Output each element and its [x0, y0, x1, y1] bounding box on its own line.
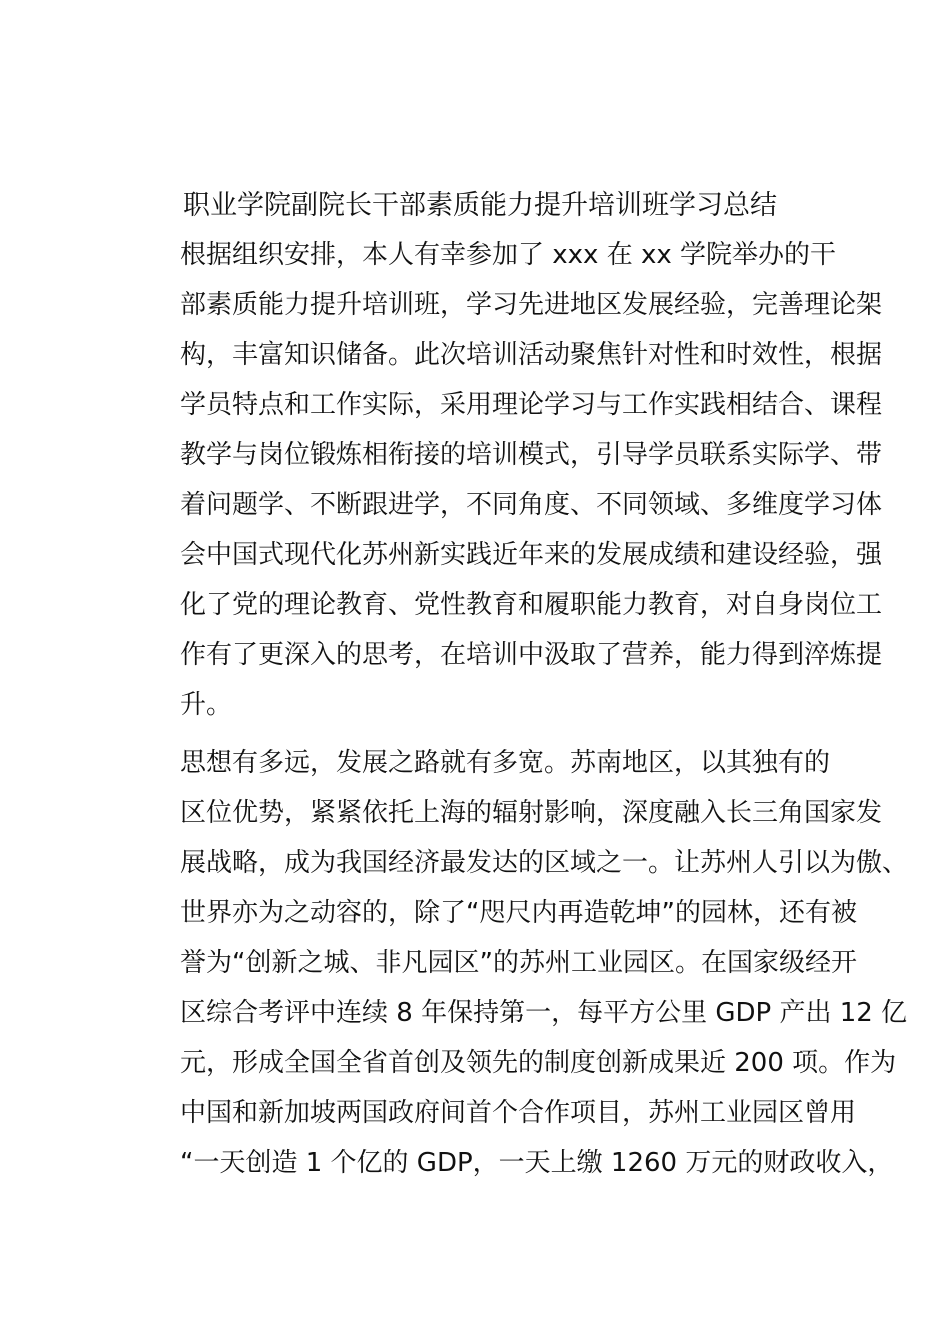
paragraph-line: 作有了更深入的思考，在培训中汲取了营养，能力得到淬炼提	[180, 640, 883, 670]
document-title: 职业学院副院长干部素质能力提升培训班学习总结	[183, 190, 777, 221]
paragraph-line: 升。	[180, 690, 233, 720]
paragraph-line: 化了党的理论教育、党性教育和履职能力教育，对自身岗位工	[180, 590, 883, 620]
paragraph-1	[128, 230, 883, 730]
paragraph-line: “一天创造 1 个亿的 GDP，一天上缴 1260 万元的财政收入，	[180, 1148, 894, 1178]
paragraph-line: 誉为“创新之城、非凡园区”的苏州工业园区。在国家级经开	[180, 948, 857, 978]
paragraph-line: 中国和新加坡两国政府间首个合作项目，苏州工业园区曾用	[180, 1098, 857, 1128]
paragraph-line: 元，形成全国全省首创及领先的制度创新成果近 200 项。作为	[180, 1048, 897, 1078]
paragraph-gap	[128, 730, 832, 738]
paragraph-line: 着问题学、不断跟进学，不同角度、不同领域、多维度学习体	[180, 490, 883, 520]
paragraph-line: 会中国式现代化苏州新实践近年来的发展成绩和建设经验，强	[180, 540, 883, 570]
paragraph-line: 教学与岗位锻炼相衔接的培训模式，引导学员联系实际学、带	[180, 440, 883, 470]
paragraph-line: 区综合考评中连续 8 年保持第一，每平方公里 GDP 产出 12 亿	[180, 998, 908, 1028]
paragraph-2	[128, 738, 909, 1188]
paragraph-line: 展战略，成为我国经济最发达的区域之一。让苏州人引以为傲、	[180, 848, 909, 878]
paragraph-line: 学员特点和工作实际，采用理论学习与工作实践相结合、课程	[180, 390, 883, 420]
paragraph-line: 部素质能力提升培训班，学习先进地区发展经验，完善理论架	[180, 290, 883, 320]
paragraph-line: 世界亦为之动容的，除了“咫尺内再造乾坤”的园林，还有被	[180, 898, 857, 928]
paragraph-line: 思想有多远，发展之路就有多宽。苏南地区，以其独有的	[180, 748, 831, 778]
document-body	[128, 230, 909, 1188]
paragraph-line: 区位优势，紧紧依托上海的辐射影响，深度融入长三角国家发	[180, 798, 883, 828]
paragraph-line: 根据组织安排，本人有幸参加了 xxx 在 xx 学院举办的干	[180, 240, 836, 270]
paragraph-line: 构，丰富知识储备。此次培训活动聚焦针对性和时效性，根据	[180, 340, 883, 370]
